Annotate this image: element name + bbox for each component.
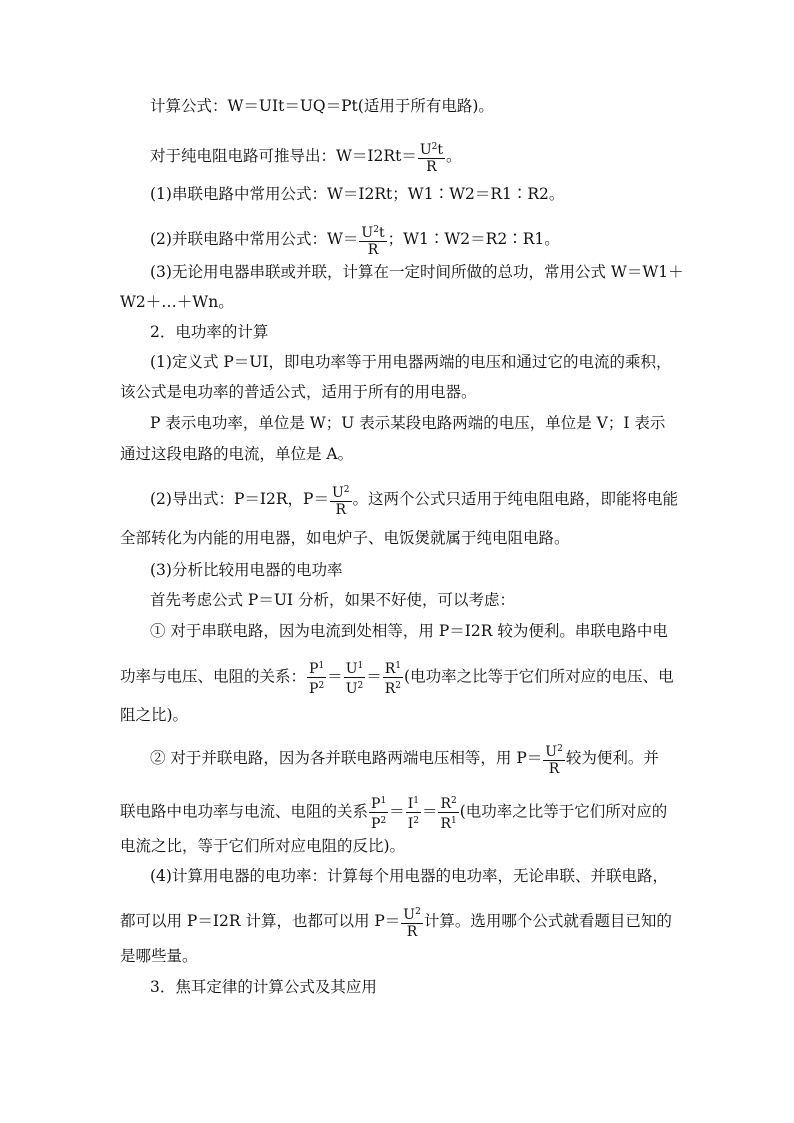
text-line: 电流之比，等于它们所对应电阻的反比)。 xyxy=(120,837,406,855)
fraction-p1-over-p2: $\frac{P^1}{P^2}$ xyxy=(369,793,388,832)
text-line: 该公式是电功率的普适公式，适用于所有的用电器。 xyxy=(120,383,477,401)
fraction-u2t-over-r: $\frac{U^2t}{R}$ xyxy=(359,222,386,258)
fraction-u2-over-r: $\frac{U^2}{R}$ xyxy=(330,482,352,518)
text-line: 对于纯电阻电路可推导出：W＝I2Rt＝ $\frac{U^2t}{R}$ 。 xyxy=(150,139,462,175)
fraction-r2-over-r1: $\frac{R^2}{R^1}$ xyxy=(438,793,458,832)
text-line: (3)分析比较用电器的电功率 xyxy=(150,561,343,579)
section-heading: 2．电功率的计算 xyxy=(150,323,269,341)
text-line: W2＋…＋Wn。 xyxy=(120,293,234,311)
fraction-u1-over-u2: $\frac{U^1}{U^2}$ xyxy=(344,658,366,697)
text-line: (1)定义式 P＝UI，即电功率等于用电器两端的电压和通过它的电流的乘积， xyxy=(150,353,672,371)
text-line: 计算公式：W＝UIt＝UQ＝Pt(适用于所有电路)。 xyxy=(150,97,494,115)
text-line: (4)计算用电器的电功率：计算每个用电器的电功率，无论串联、并联电路， xyxy=(150,867,668,885)
fraction-i1-over-i2: $\frac{I^1}{I^2}$ xyxy=(406,793,421,832)
fraction-u2-over-r: $\frac{U^2}{R}$ xyxy=(543,741,565,777)
text-line: (3)无论用电器串联或并联，计算在一定时间所做的总功，常用公式 W＝W1＋ xyxy=(150,263,684,281)
text-line: 首先考虑公式 P＝UI 分析，如果不好使，可以考虑： xyxy=(150,591,515,609)
text-line: 通过这段电路的电流，单位是 A。 xyxy=(120,445,354,463)
text-line: ① 对于串联电路，因为电流到处相等，用 P＝I2R 较为便利。串联电路中电 xyxy=(150,622,668,640)
text-line: (2)并联电路中常用公式：W＝ $\frac{U^2t}{R}$ ；W1∶W2＝R2∶R1。 xyxy=(150,222,560,258)
fraction-u2t-over-r: $\frac{U^2t}{R}$ xyxy=(418,139,445,175)
fraction-u2-over-r: $\frac{U^2}{R}$ xyxy=(401,904,423,940)
text-line: ② 对于并联电路，因为各并联电路两端电压相等，用 P＝ $\frac{U^2}{R}$ 较为便利。并 xyxy=(150,741,659,777)
fraction-r1-over-r2: $\frac{R^1}{R^2}$ xyxy=(383,658,403,697)
section-heading: 3．焦耳定律的计算公式及其应用 xyxy=(150,978,377,996)
text-line: (1)串联电路中常用公式：W＝I2Rt；W1∶W2＝R1∶R2。 xyxy=(150,185,565,203)
fraction-p1-over-p2: $\frac{P^1}{P^2}$ xyxy=(307,658,326,697)
text-line: 阻之比)。 xyxy=(120,706,189,724)
text-line: P 表示电功率，单位是 W；U 表示某段电路两端的电压，单位是 V；I 表示 xyxy=(150,414,666,432)
text-line: 是哪些量。 xyxy=(120,947,198,965)
text-line: (2)导出式：P＝I2R，P＝ $\frac{U^2}{R}$ 。这两个公式只适用于纯电阻电路，即能将电能 xyxy=(150,482,678,518)
text-line: 联电路中电功率与电流、电阻的关系 $\frac{P^1}{P^2}$ ＝ $\frac{I^1}{I^2}$ ＝ $\frac{R^2}{R^1}$ (电功率之比等于它们所对应的 xyxy=(120,793,667,832)
text-line: 全部转化为内能的用电器，如电炉子、电饭煲就属于纯电阻电路。 xyxy=(120,529,570,547)
text-line: 功率与电压、电阻的关系： $\frac{P^1}{P^2}$ ＝ $\frac{U^1}{U^2}$ ＝ $\frac{R^1}{R^2}$ (电功率之比等于它们所对应的电压、电 xyxy=(120,658,674,697)
text-line: 都可以用 P＝I2R 计算，也都可以用 P＝ $\frac{U^2}{R}$ 计算。选用哪个公式就看题目已知的 xyxy=(120,904,672,940)
